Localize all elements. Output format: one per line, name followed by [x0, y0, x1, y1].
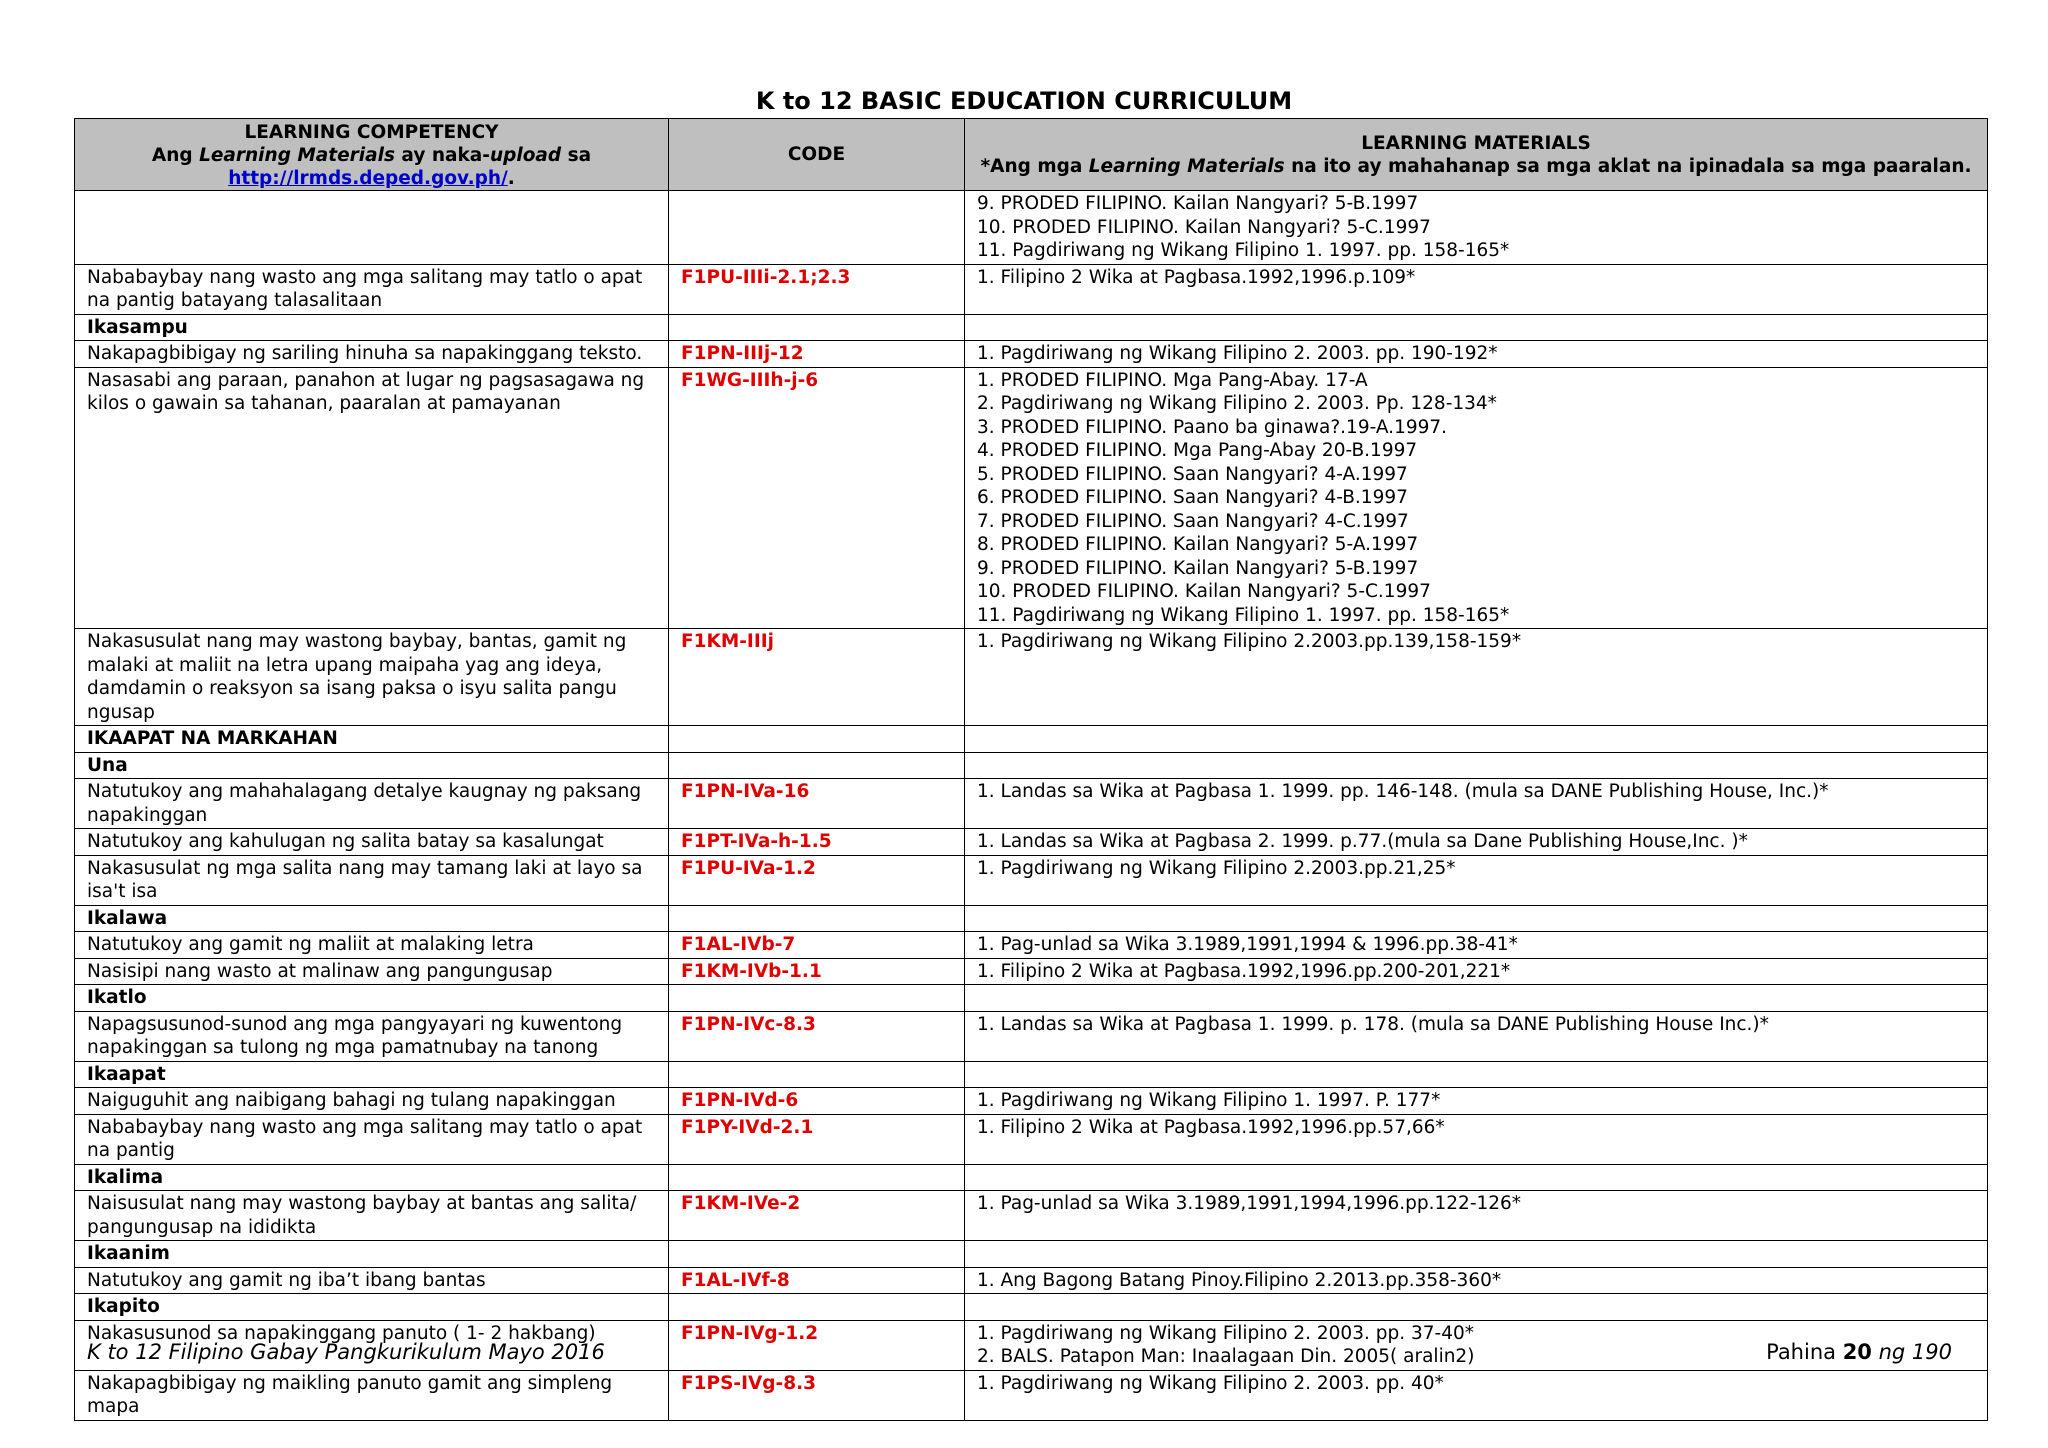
- empty-cell: [669, 726, 965, 753]
- empty-cell: [965, 1164, 1988, 1191]
- section-label: Ikatlo: [75, 985, 669, 1012]
- material-item: 1. Pagdiriwang ng Wikang Filipino 1. 1997. P. 177*: [977, 1090, 1441, 1111]
- header-code: CODE: [669, 119, 965, 191]
- code-cell: F1PT-IVa-h-1.5: [669, 829, 965, 856]
- empty-cell: [965, 314, 1988, 341]
- material-item: 8. PRODED FILIPINO. Kailan Nangyari? 5-A.1997: [977, 534, 1419, 555]
- code-cell: F1PY-IVd-2.1: [669, 1114, 965, 1164]
- material-item: 2. Pagdiriwang ng Wikang Filipino 2. 2003. Pp. 128-134*: [977, 393, 1497, 414]
- competency-cell: Natutukoy ang kahulugan ng salita batay sa kasalungat: [75, 829, 669, 856]
- table-header-row: [75, 119, 1988, 191]
- materials-cell: [965, 1267, 1988, 1294]
- materials-cell: [965, 341, 1988, 368]
- table-row: [75, 367, 1988, 629]
- section-row: [75, 905, 1988, 932]
- footer-page-number: Pahina 20 ng 190: [1766, 1340, 1952, 1364]
- materials-cell: [965, 1088, 1988, 1115]
- material-item: 10. PRODED FILIPINO. Kailan Nangyari? 5-C.1997: [977, 216, 1431, 238]
- materials-cell: [965, 829, 1988, 856]
- competency-cell: [75, 191, 669, 265]
- code-cell: F1PU-IVa-1.2: [669, 855, 965, 905]
- section-row: [75, 1164, 1988, 1191]
- table-row: [75, 779, 1988, 829]
- table-row: [75, 341, 1988, 368]
- table-row: [75, 1267, 1988, 1294]
- code-cell: F1PS-IVg-8.3: [669, 1370, 965, 1420]
- table-row: [75, 932, 1988, 959]
- material-item: 1. Pag-unlad sa Wika 3.1989,1991,1994 & 1996.pp.38-41*: [977, 934, 1518, 955]
- table-row: [75, 1114, 1988, 1164]
- empty-cell: [669, 1241, 965, 1268]
- material-item: 6. PRODED FILIPINO. Saan Nangyari? 4-B.1997: [977, 487, 1408, 508]
- competency-cell: Natutukoy ang gamit ng iba’t ibang bantas: [75, 1267, 669, 1294]
- table-row: [75, 829, 1988, 856]
- section-label: Una: [75, 752, 669, 779]
- material-item: 1. Ang Bagong Batang Pinoy.Filipino 2.2013.pp.358-360*: [977, 1269, 1502, 1291]
- material-item: 1. Pagdiriwang ng Wikang Filipino 2.2003.pp.139,158-159*: [977, 631, 1522, 652]
- material-item: 1. Filipino 2 Wika at Pagbasa.1992,1996.pp.200-201,221*: [977, 960, 1511, 982]
- material-item: 1. Landas sa Wika at Pagbasa 1. 1999. p. 178. (mula sa DANE Publishing House Inc.)*: [977, 1013, 1769, 1035]
- competency-cell: Napagsusunod-sunod ang mga pangyayari ng kuwentong napakinggan sa tulong ng mga pamatnubay na tanong: [75, 1011, 669, 1061]
- competency-cell: Naiguguhit ang naibigang bahagi ng tulang napakinggan: [75, 1088, 669, 1115]
- material-item: 11. Pagdiriwang ng Wikang Filipino 1. 1997. pp. 158-165*: [977, 604, 1510, 626]
- material-item: 2. BALS. Patapon Man: Inaalagaan Din. 2005( aralin2): [977, 1346, 1475, 1367]
- competency-cell: Nababaybay nang wasto ang mga salitang may tatlo o apat na pantig batayang talasalitaan: [75, 264, 669, 314]
- material-item: 11. Pagdiriwang ng Wikang Filipino 1. 1997. pp. 158-165*: [977, 240, 1510, 261]
- empty-cell: [965, 1294, 1988, 1321]
- empty-cell: [669, 985, 965, 1012]
- material-item: 1. Pagdiriwang ng Wikang Filipino 2. 2003. pp. 190-192*: [977, 343, 1498, 364]
- empty-cell: [669, 1294, 965, 1321]
- table-row: [75, 1088, 1988, 1115]
- header-learning-competency: LEARNING COMPETENCY Ang Learning Materials ay naka-upload sa http://lrmds.deped.gov.ph/.: [75, 119, 669, 191]
- table-body: [75, 191, 1988, 1421]
- table-row: [75, 1011, 1988, 1061]
- section-row: [75, 314, 1988, 341]
- section-row: [75, 1241, 1988, 1268]
- material-item: 1. Pagdiriwang ng Wikang Filipino 2. 2003. pp. 37-40*: [977, 1322, 1474, 1344]
- materials-cell: [965, 932, 1988, 959]
- material-item: 1. Pagdiriwang ng Wikang Filipino 2. 2003. pp. 40*: [977, 1372, 1444, 1394]
- header-competency-note: Ang Learning Materials ay naka-upload sa: [151, 145, 592, 166]
- competency-cell: Nababaybay nang wasto ang mga salitang may tatlo o apat na pantig: [75, 1114, 669, 1164]
- footer-document-name: K to 12 Filipino Gabay Pangkurikulum Mayo 2016: [87, 1340, 605, 1364]
- material-item: 1. Filipino 2 Wika at Pagbasa.1992,1996.p.109*: [977, 266, 1416, 288]
- materials-cell: [965, 367, 1988, 629]
- competency-cell: Nakasusulat nang may wastong baybay, bantas, gamit ng malaki at maliit na letra upang maipaha yag ang ideya, damdamin o reaksyon sa isang paksa o isyu salita pangu ngusap: [75, 629, 669, 726]
- header-materials-note: *Ang mga Learning Materials na ito ay mahahanap sa mga aklat na ipinadala sa mga paaralan.: [980, 155, 1972, 177]
- header-materials-title: LEARNING MATERIALS: [1361, 132, 1591, 154]
- table-row: [75, 191, 1988, 265]
- code-cell: F1KM-IIIj: [669, 629, 965, 726]
- header-learning-materials: [965, 119, 1988, 191]
- material-item: 3. PRODED FILIPINO. Paano ba ginawa?.19-A.1997.: [977, 416, 1448, 438]
- table-row: [75, 264, 1988, 314]
- materials-cell: [965, 1011, 1988, 1061]
- empty-cell: [669, 1061, 965, 1088]
- empty-cell: [669, 1164, 965, 1191]
- competency-cell: Nasisipi nang wasto at malinaw ang pangungusap: [75, 958, 669, 985]
- code-cell: F1WG-IIIh-j-6: [669, 367, 965, 629]
- table-row: [75, 629, 1988, 726]
- section-row: [75, 726, 1988, 753]
- material-item: 1. Landas sa Wika at Pagbasa 2. 1999. p.77.(mula sa Dane Publishing House,Inc. )*: [977, 831, 1748, 852]
- code-cell: F1PN-IVa-16: [669, 779, 965, 829]
- empty-cell: [965, 985, 1988, 1012]
- material-item: 7. PRODED FILIPINO. Saan Nangyari? 4-C.1997: [977, 510, 1409, 532]
- code-cell: F1AL-IVb-7: [669, 932, 965, 959]
- competency-cell: Nakapagbibigay ng sariling hinuha sa napakinggang teksto.: [75, 341, 669, 368]
- competency-cell: Nakasusunod sa napakinggang panuto ( 1- 2 hakbang): [75, 1320, 669, 1370]
- table-row: [75, 1191, 1988, 1241]
- empty-cell: [669, 752, 965, 779]
- competency-cell: Nakasusulat ng mga salita nang may tamang laki at layo sa isa't isa: [75, 855, 669, 905]
- competency-cell: Nakapagbibigay ng maikling panuto gamit ang simpleng mapa: [75, 1370, 669, 1420]
- table-row: [75, 1370, 1988, 1420]
- competency-cell: Natutukoy ang mahahalagang detalye kaugnay ng paksang napakinggan: [75, 779, 669, 829]
- material-item: 9. PRODED FILIPINO. Kailan Nangyari? 5-B.1997: [977, 193, 1419, 214]
- materials-cell: [965, 779, 1988, 829]
- code-cell: F1AL-IVf-8: [669, 1267, 965, 1294]
- code-cell: F1PN-IVd-6: [669, 1088, 965, 1115]
- section-row: [75, 985, 1988, 1012]
- empty-cell: [965, 726, 1988, 753]
- code-cell: F1PN-IVc-8.3: [669, 1011, 965, 1061]
- empty-cell: [669, 314, 965, 341]
- code-cell: F1PN-IIIj-12: [669, 341, 965, 368]
- table-row: [75, 958, 1988, 985]
- material-item: 1. Landas sa Wika at Pagbasa 1. 1999. pp. 146-148. (mula sa DANE Publishing House, Inc.)*: [977, 781, 1829, 802]
- section-label: Ikaanim: [75, 1241, 669, 1268]
- materials-cell: [965, 264, 1988, 314]
- empty-cell: [965, 1061, 1988, 1088]
- competency-cell: Naisusulat nang may wastong baybay at bantas ang salita/ pangungusap na ididikta: [75, 1191, 669, 1241]
- section-row: [75, 1061, 1988, 1088]
- materials-cell: [965, 629, 1988, 726]
- curriculum-table: [74, 118, 1988, 1421]
- competency-cell: Nasasabi ang paraan, panahon at lugar ng pagsasagawa ng kilos o gawain sa tahanan, paaralan at pamayanan: [75, 367, 669, 629]
- code-cell: F1KM-IVe-2: [669, 1191, 965, 1241]
- material-item: 1. Filipino 2 Wika at Pagbasa.1992,1996.pp.57,66*: [977, 1116, 1445, 1138]
- page-title: K to 12 BASIC EDUCATION CURRICULUM: [755, 87, 1293, 115]
- section-row: [75, 752, 1988, 779]
- section-label: IKAAPAT NA MARKAHAN: [75, 726, 669, 753]
- header-competency-title: LEARNING COMPETENCY: [244, 122, 499, 143]
- materials-cell: [965, 855, 1988, 905]
- materials-cell: [965, 1370, 1988, 1420]
- section-label: Ikapito: [75, 1294, 669, 1321]
- materials-cell: [965, 958, 1988, 985]
- section-label: Ikasampu: [75, 314, 669, 341]
- section-row: [75, 1294, 1988, 1321]
- empty-cell: [669, 905, 965, 932]
- section-label: Ikalawa: [75, 905, 669, 932]
- code-cell: [669, 191, 965, 265]
- table-row: [75, 855, 1988, 905]
- empty-cell: [965, 1241, 1988, 1268]
- code-cell: F1PN-IVg-1.2: [669, 1320, 965, 1370]
- code-cell: F1KM-IVb-1.1: [669, 958, 965, 985]
- materials-cell: [965, 1114, 1988, 1164]
- material-item: 5. PRODED FILIPINO. Saan Nangyari? 4-A.1997: [977, 463, 1408, 485]
- competency-cell: Natutukoy ang gamit ng maliit at malaking letra: [75, 932, 669, 959]
- material-item: 4. PRODED FILIPINO. Mga Pang-Abay 20-B.1997: [977, 440, 1418, 461]
- material-item: 1. Pag-unlad sa Wika 3.1989,1991,1994,1996.pp.122-126*: [977, 1193, 1522, 1214]
- empty-cell: [965, 752, 1988, 779]
- section-label: Ikaapat: [75, 1061, 669, 1088]
- materials-cell: [965, 1191, 1988, 1241]
- material-item: 10. PRODED FILIPINO. Kailan Nangyari? 5-C.1997: [977, 581, 1431, 602]
- material-item: 9. PRODED FILIPINO. Kailan Nangyari? 5-B.1997: [977, 557, 1419, 579]
- lrmds-link[interactable]: http://lrmds.deped.gov.ph/: [228, 168, 508, 189]
- material-item: 1. Pagdiriwang ng Wikang Filipino 2.2003.pp.21,25*: [977, 857, 1456, 879]
- empty-cell: [965, 905, 1988, 932]
- section-label: Ikalima: [75, 1164, 669, 1191]
- code-cell: F1PU-IIIi-2.1;2.3: [669, 264, 965, 314]
- materials-cell: [965, 191, 1988, 265]
- material-item: 1. PRODED FILIPINO. Mga Pang-Abay. 17-A: [977, 369, 1368, 391]
